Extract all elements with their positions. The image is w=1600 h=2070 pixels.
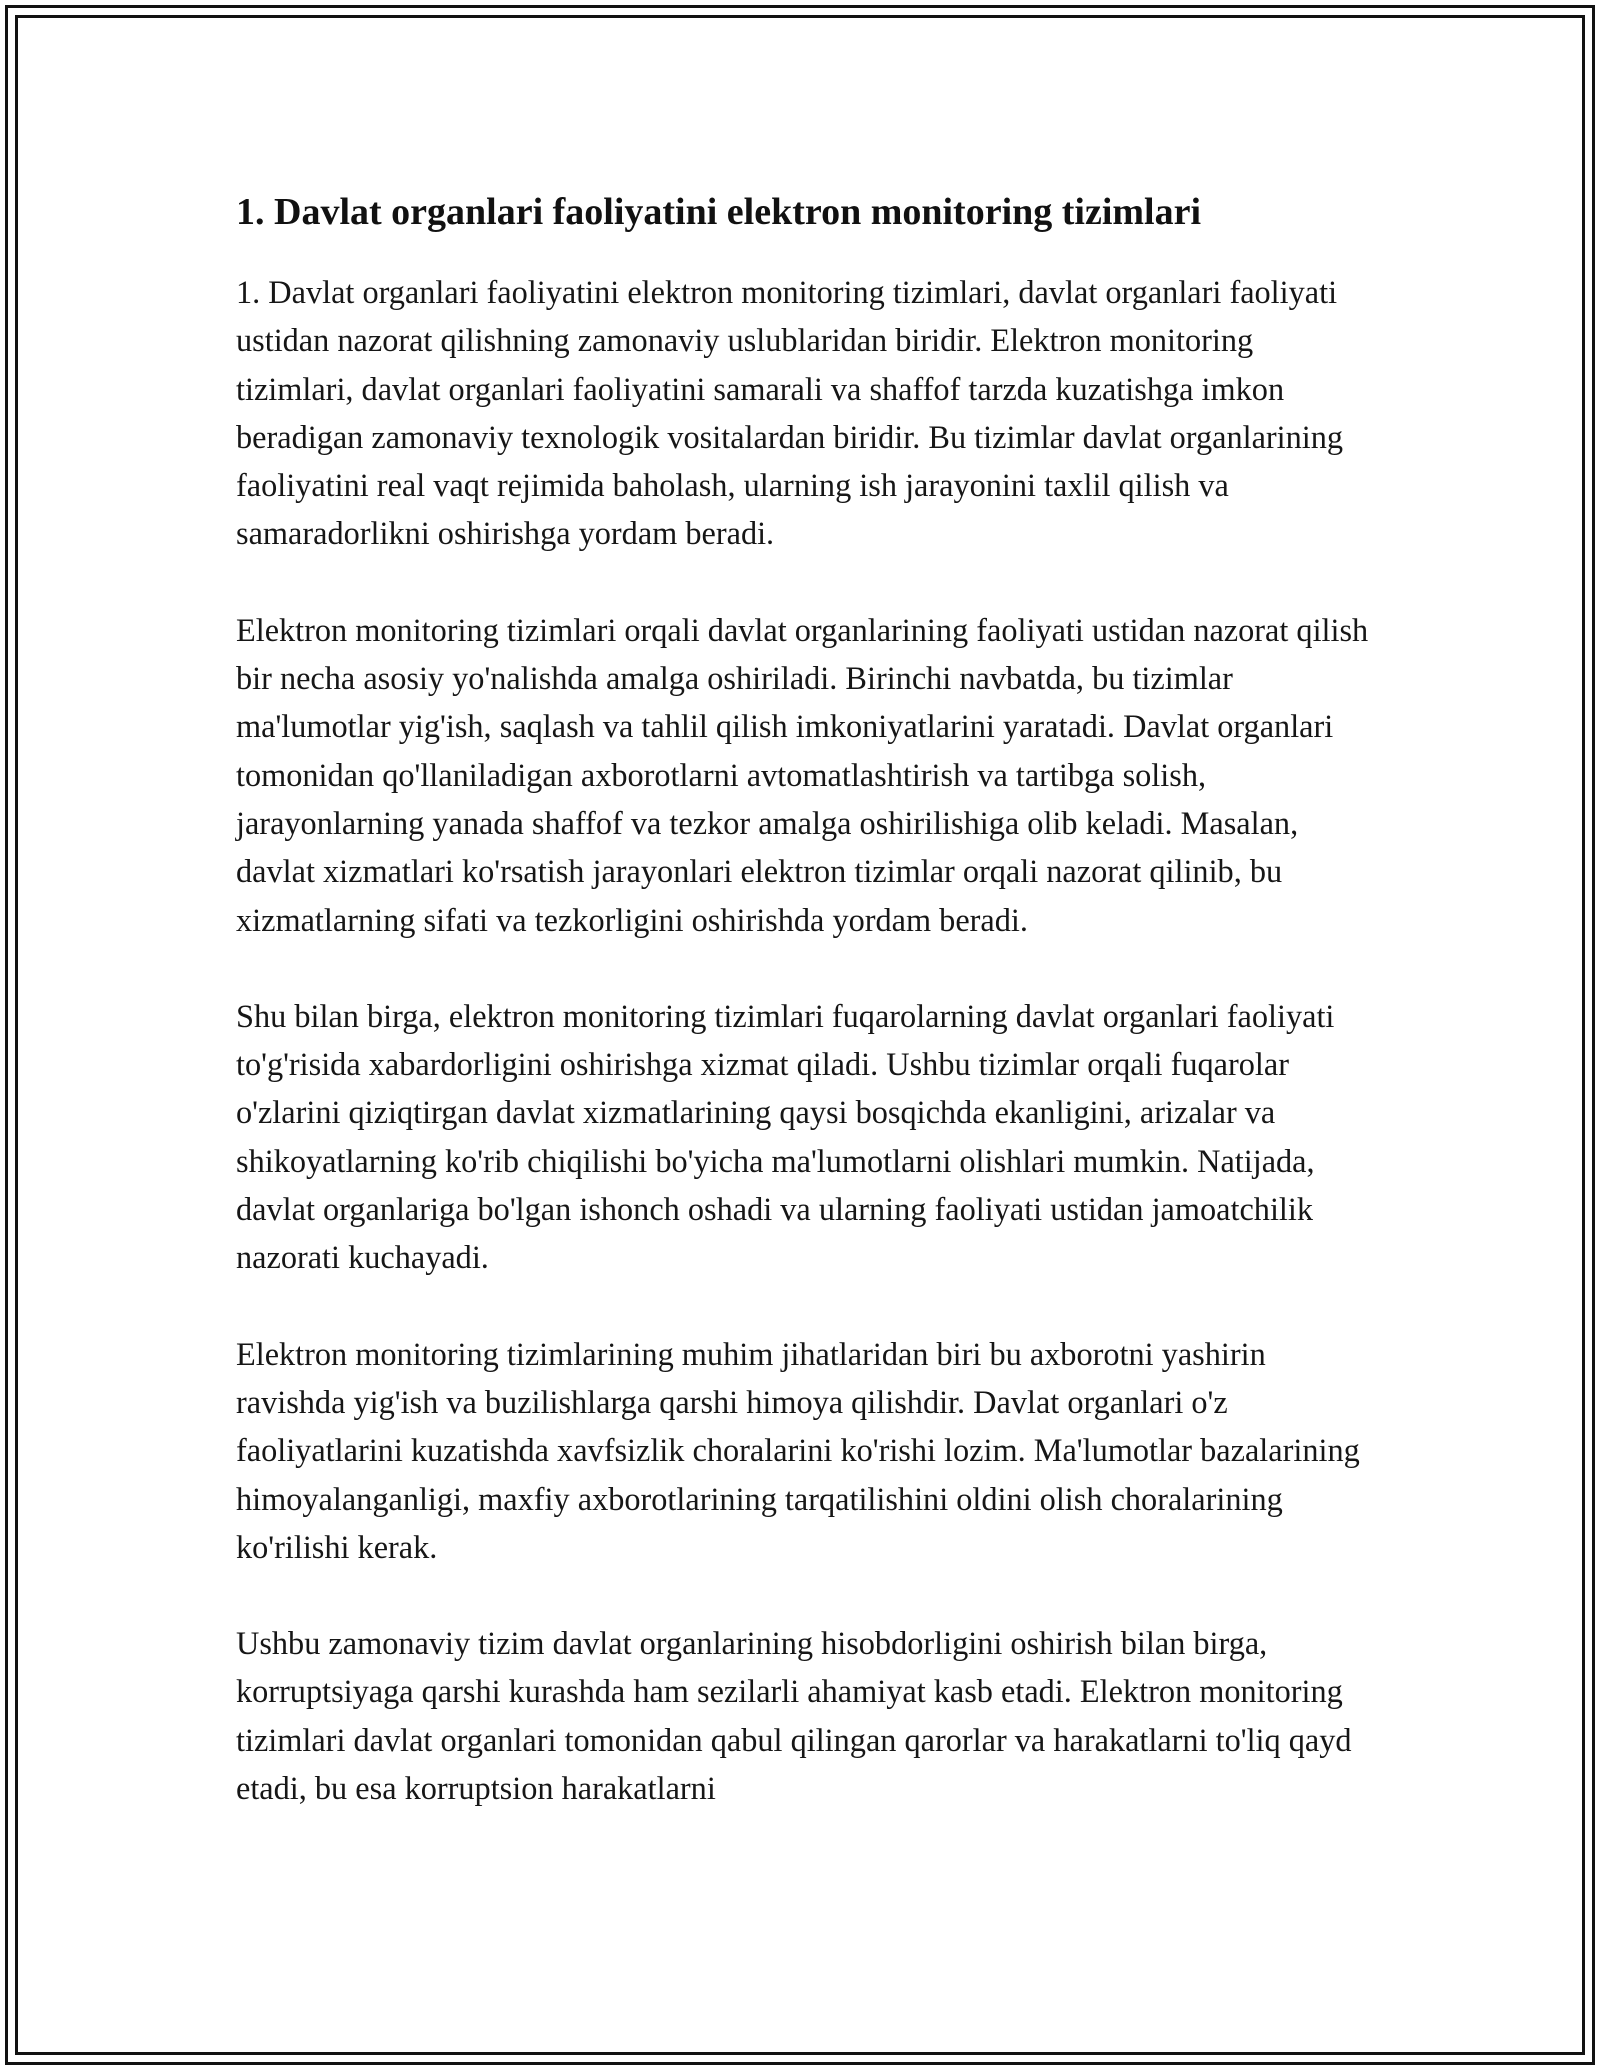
- paragraph-5: Ushbu zamonaviy tizim davlat organlarining hisobdorligini oshirish bilan birga, korruptsiyaga qarshi kurashda ham sezilarli ahamiyat kasb etadi. Elektron monitoring tizimlari davlat organlari tomonidan qabul qilingan qarorlar va harakatlarni to'liq qayd etadi, bu esa korruptsion harakatlarni: [236, 1625, 1352, 1807]
- document-title: 1. Davlat organlari faoliyatini elektron monitoring tizimlari: [236, 191, 1202, 233]
- document-body: [236, 186, 1376, 1812]
- paragraph-2: Elektron monitoring tizimlari orqali davlat organlarining faoliyati ustidan nazorat qilish bir necha asosiy yo'nalishda amalga oshiriladi. Birinchi navbatda, bu tizimlar ma'lumotlar yig'ish, saqlash va tahlil qilish imkoniyatlarini yaratadi. Davlat organlari tomonidan qo'llaniladigan axborotlarni avtomatlashtirish va tartibga solish, jarayonlarning yanada shaffof va tezkor amalga oshirilishiga olib keladi. Masalan, davlat xizmatlari ko'rsatish jarayonlari elektron tizimlar orqali nazorat qilinib, bu xizmatlarning sifati va tezkorligini oshirishda yordam beradi.: [236, 611, 1369, 938]
- paragraph-1: 1. Davlat organlari faoliyatini elektron monitoring tizimlari, davlat organlari faoliyati ustidan nazorat qilishning zamonaviy uslublaridan biridir. Elektron monitoring tizimlari, davlat organlari faoliyatini samarali va shaffof tarzda kuzatishga imkon beradigan zamonaviy texnologik vositalardan biridir. Bu tizimlar davlat organlarining faoliyatini real vaqt rejimida baholash, ularning ish jarayonini taxlil qilish va samaradorlikni oshirishga yordam beradi.: [236, 274, 1344, 552]
- paragraph-4: Elektron monitoring tizimlarining muhim jihatlaridan biri bu axborotni yashirin ravishda yig'ish va buzilishlarga qarshi himoya qilishdir. Davlat organlari o'z faoliyatlarini kuzatishda xavfsizlik choralarini ko'rishi lozim. Ma'lumotlar bazalarining himoyalanganligi, maxfiy axborotlarining tarqatilishini oldini olish choralarining ko'rilishi kerak.: [236, 1335, 1360, 1565]
- paragraph-3: Shu bilan birga, elektron monitoring tizimlari fuqarolarning davlat organlari faoliyati to'g'risida xabardorligini oshirishga xizmat qiladi. Ushbu tizimlar orqali fuqarolar o'zlarini qiziqtirgan davlat xizmatlarining qaysi bosqichda ekanligini, arizalar va shikoyatlarning ko'rib chiqilishi bo'yicha ma'lumotlarni olishlari mumkin. Natijada, davlat organlariga bo'lgan ishonch oshadi va ularning faoliyati ustidan jamoatchilik nazorati kuchayadi.: [236, 997, 1335, 1276]
